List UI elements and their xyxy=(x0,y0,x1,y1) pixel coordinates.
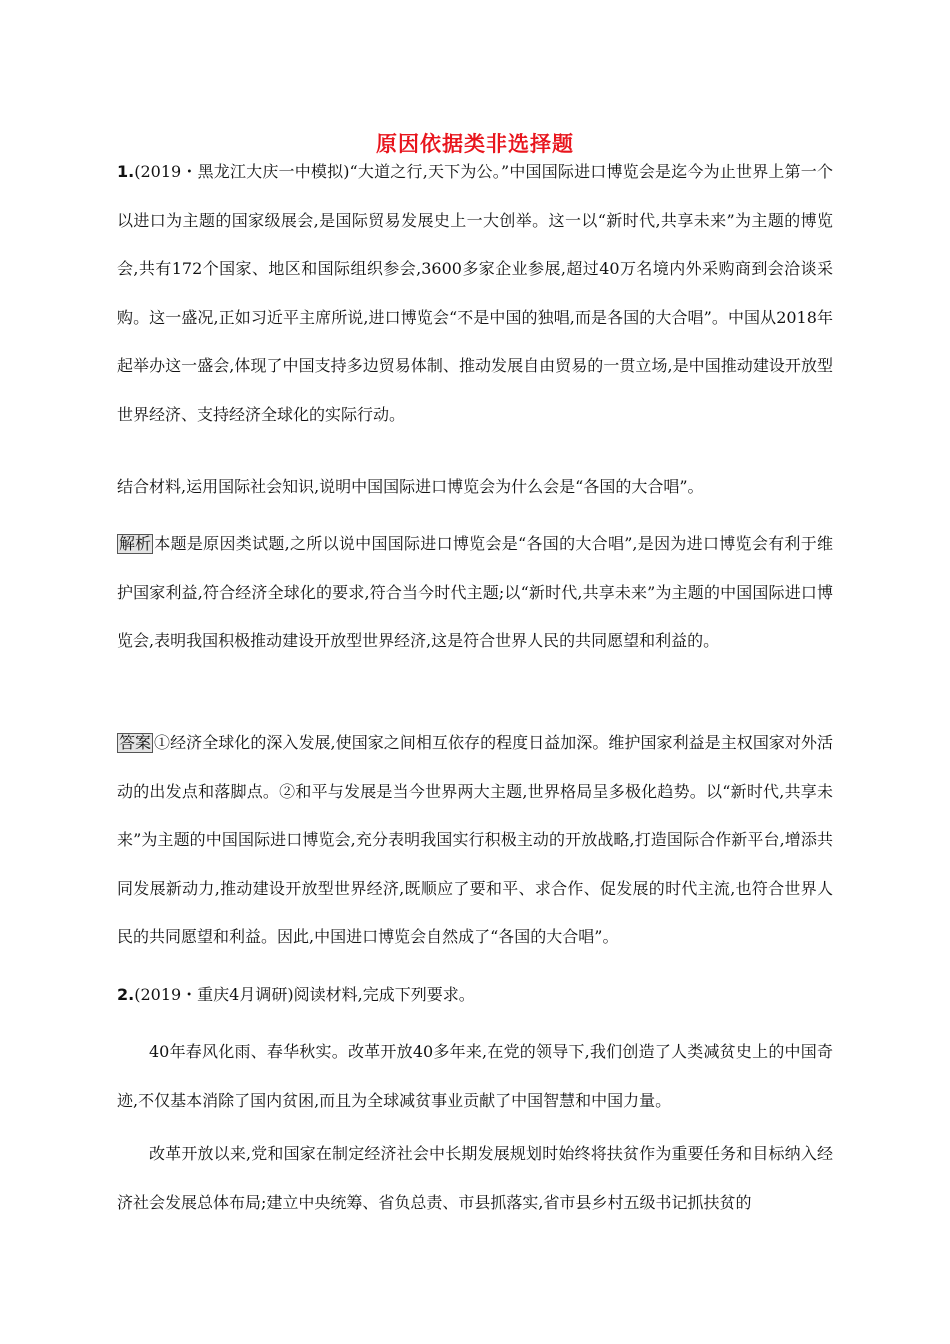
material-paragraph: 40年春风化雨、春华秋实。改革开放40多年来,在党的领导下,我们创造了人类减贫史上的中国奇迹,不仅基本消除了国内贫困,而且为全球减贫事业贡献了中国智慧和中国力量。 xyxy=(117,1042,833,1110)
question-1-material xyxy=(117,148,833,439)
question-1-prompt xyxy=(117,463,833,512)
question-2-paragraph-2 xyxy=(117,1130,833,1227)
analysis-label: 解析 xyxy=(119,534,152,553)
question-1-answer xyxy=(117,719,833,962)
question-1-question: 结合材料,运用国际社会知识,说明中国国际进口博览会为什么会是“各国的大合唱”。 xyxy=(117,477,704,496)
question-1-text: (2019・黑龙江大庆一中模拟)“大道之行,天下为公。”中国国际进口博览会是迄今为止世界上第一个以进口为主题的国家级展会,是国际贸易发展史上一大创举。这一以“新时代,共享未来”为主题的博览会,共有172个国家、地区和国际组织参会,3600多家企业参展,超过40万名境内外采购商到会洽谈采购。这一盛况,正如习近平主席所说,进口博览会“不是中国的独唱,而是各国的大合唱”。中国从2018年起举办这一盛会,体现了中国支持多边贸易体制、推动发展自由贸易的一贯立场,是中国推动建设开放型世界经济、支持经济全球化的实际行动。 xyxy=(117,162,833,424)
question-1-analysis xyxy=(117,520,833,666)
material-paragraph: 改革开放以来,党和国家在制定经济社会中长期发展规划时始终将扶贫作为重要任务和目标纳入经济社会发展总体布局;建立中央统筹、省负总责、市县抓落实,省市县乡村五级书记抓扶贫的 xyxy=(117,1144,833,1212)
question-2-header xyxy=(117,971,833,1020)
question-2-paragraph-1 xyxy=(117,1028,833,1125)
answer-text: ①经济全球化的深入发展,使国家之间相互依存的程度日益加深。维护国家利益是主权国家对外活动的出发点和落脚点。②和平与发展是当今世界两大主题,世界格局呈多极化趋势。以“新时代,共享未来”为主题的中国国际进口博览会,充分表明我国实行积极主动的开放战略,打造国际合作新平台,增添共同发展新动力,推动建设开放型世界经济,既顺应了要和平、求合作、促发展的时代主流,也符合世界人民的共同愿望和利益。因此,中国进口博览会自然成了“各国的大合唱”。 xyxy=(117,733,833,946)
page-title: 原因依据类非选择题 xyxy=(376,132,574,156)
question-2-prompt: (2019・重庆4月调研)阅读材料,完成下列要求。 xyxy=(134,985,475,1004)
analysis-text: 本题是原因类试题,之所以说中国国际进口博览会是“各国的大合唱”,是因为进口博览会有利于维护国家利益,符合经济全球化的要求,符合当今时代主题;以“新时代,共享未来”为主题的中国国际进口博览会,表明我国积极推动建设开放型世界经济,这是符合世界人民的共同愿望和利益的。 xyxy=(117,534,833,650)
answer-label: 答案 xyxy=(119,733,152,752)
question-2-number: 2. xyxy=(117,985,135,1004)
question-1-number: 1. xyxy=(117,162,135,181)
